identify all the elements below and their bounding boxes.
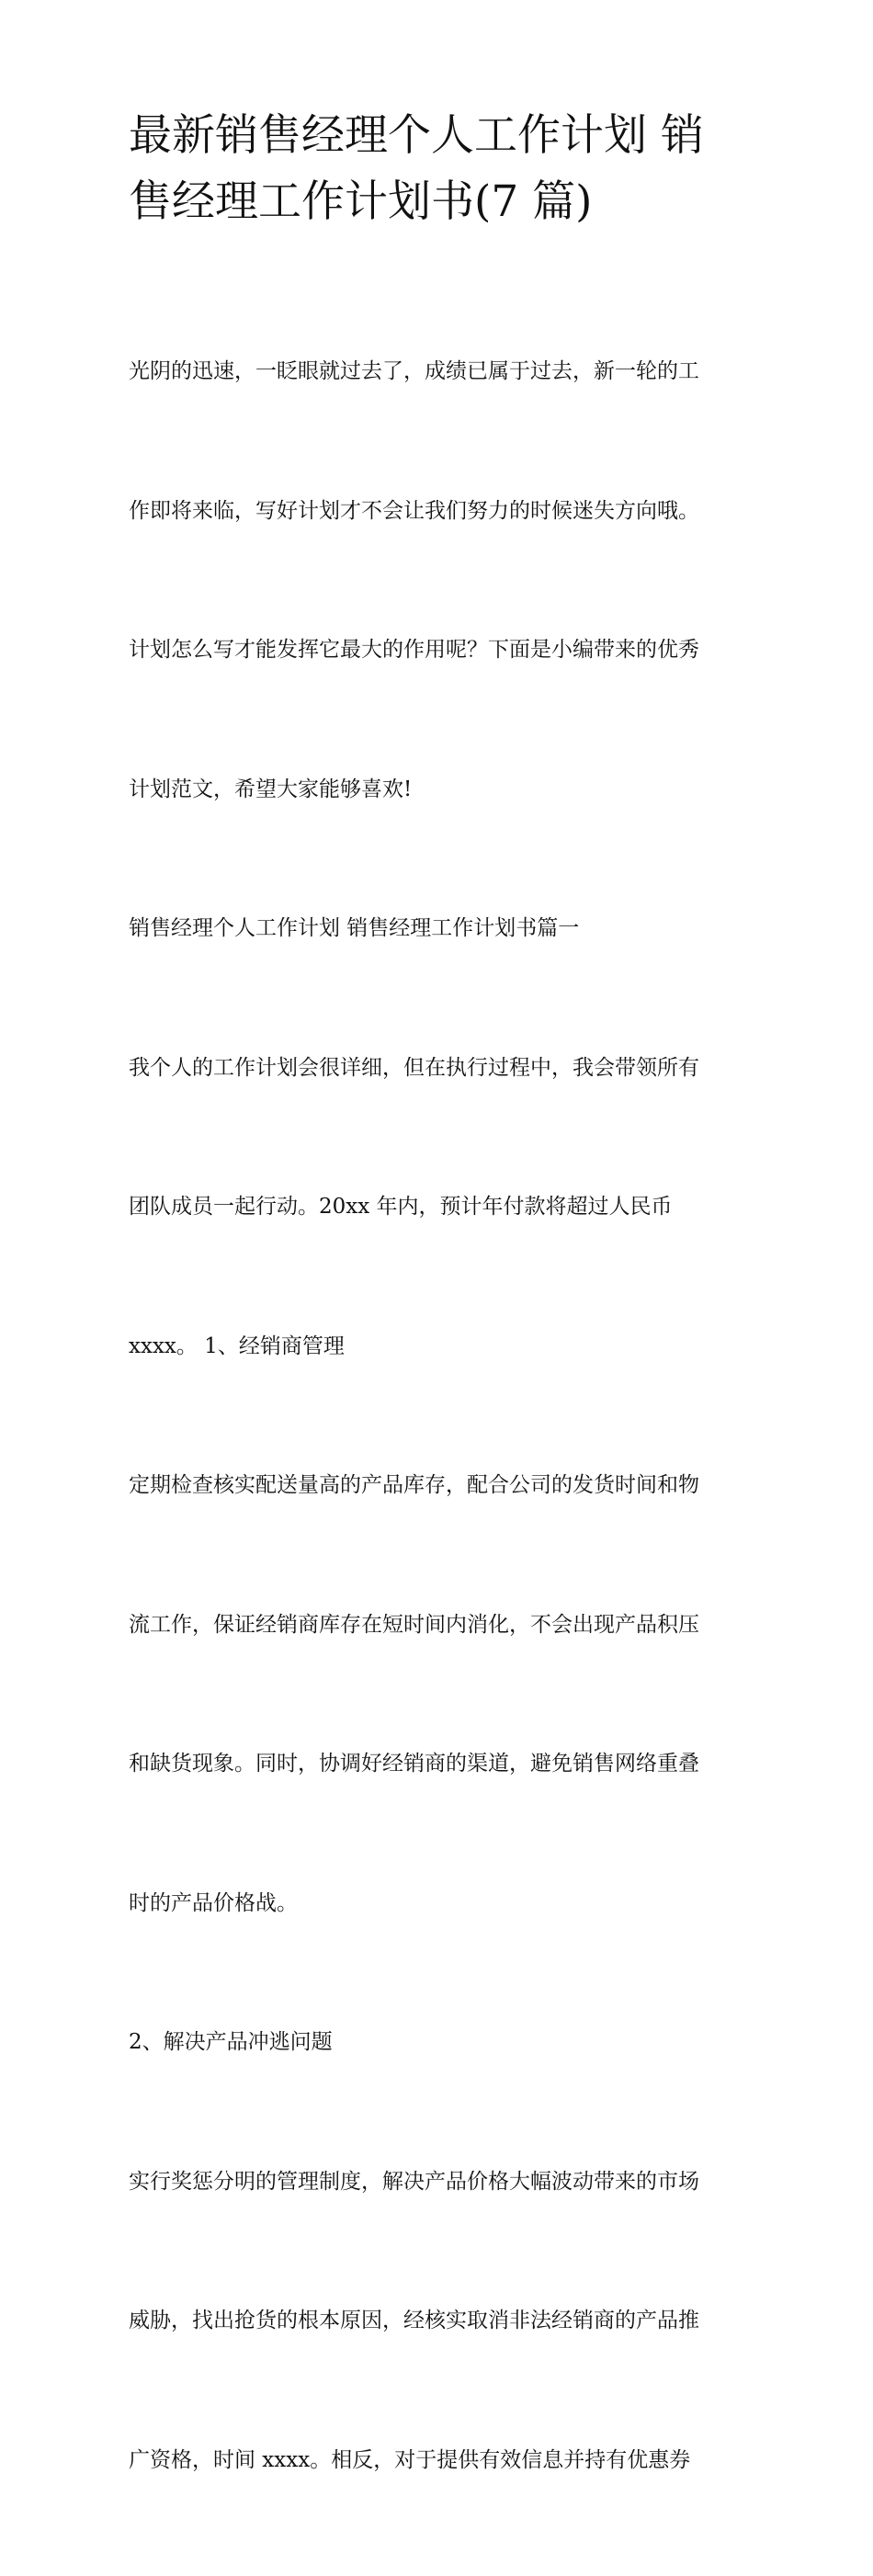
title-line: 售经理工作计划书(7 篇): [129, 176, 593, 227]
body-line: 实行奖惩分明的管理制度，解决产品价格大幅波动带来的市场: [129, 2169, 699, 2194]
body-line: 时的产品价格战。: [129, 1890, 298, 1915]
body-line: 和缺货现象。同时，协调好经销商的渠道，避免销售网络重叠: [129, 1752, 699, 1776]
body-line: 广资格，时间 xxxx。相反，对于提供有效信息并持有优惠券: [129, 2447, 691, 2472]
section-heading: 销售经理个人工作计划 销售经理工作计划书篇一: [129, 916, 580, 940]
body-line: 流工作，保证经销商库存在短时间内消化，不会出现产品积压: [129, 1612, 699, 1637]
body-line: 计划范文，希望大家能够喜欢!: [129, 777, 413, 801]
document-title: [129, 103, 746, 235]
document-content: [129, 103, 746, 2576]
subsection-heading: 2、解决产品冲逃问题: [129, 2030, 333, 2054]
body-line: xxxx。 1、经销商管理: [129, 1333, 345, 1358]
body-line: 光阴的迅速，一眨眼就过去了，成绩已属于过去，新一轮的工: [129, 359, 699, 383]
body-line: 计划怎么写才能发挥它最大的作用呢？下面是小编带来的优秀: [129, 638, 699, 662]
title-line: 最新销售经理个人工作计划 销: [129, 110, 704, 161]
body-line: 团队成员一起行动。20xx 年内，预计年付款将超过人民币: [129, 1195, 673, 1219]
body-line: 作即将来临，写好计划才不会让我们努力的时候迷失方向哦。: [129, 498, 699, 523]
body-line: 威胁，找出抢货的根本原因，经核实取消非法经销商的产品推: [129, 2309, 699, 2332]
body-line: 定期检查核实配送量高的产品库存，配合公司的发货时间和物: [129, 1473, 699, 1497]
body-line: 我个人的工作计划会很详细，但在执行过程中，我会带领所有: [129, 1055, 699, 1080]
document-body: [129, 255, 746, 2576]
